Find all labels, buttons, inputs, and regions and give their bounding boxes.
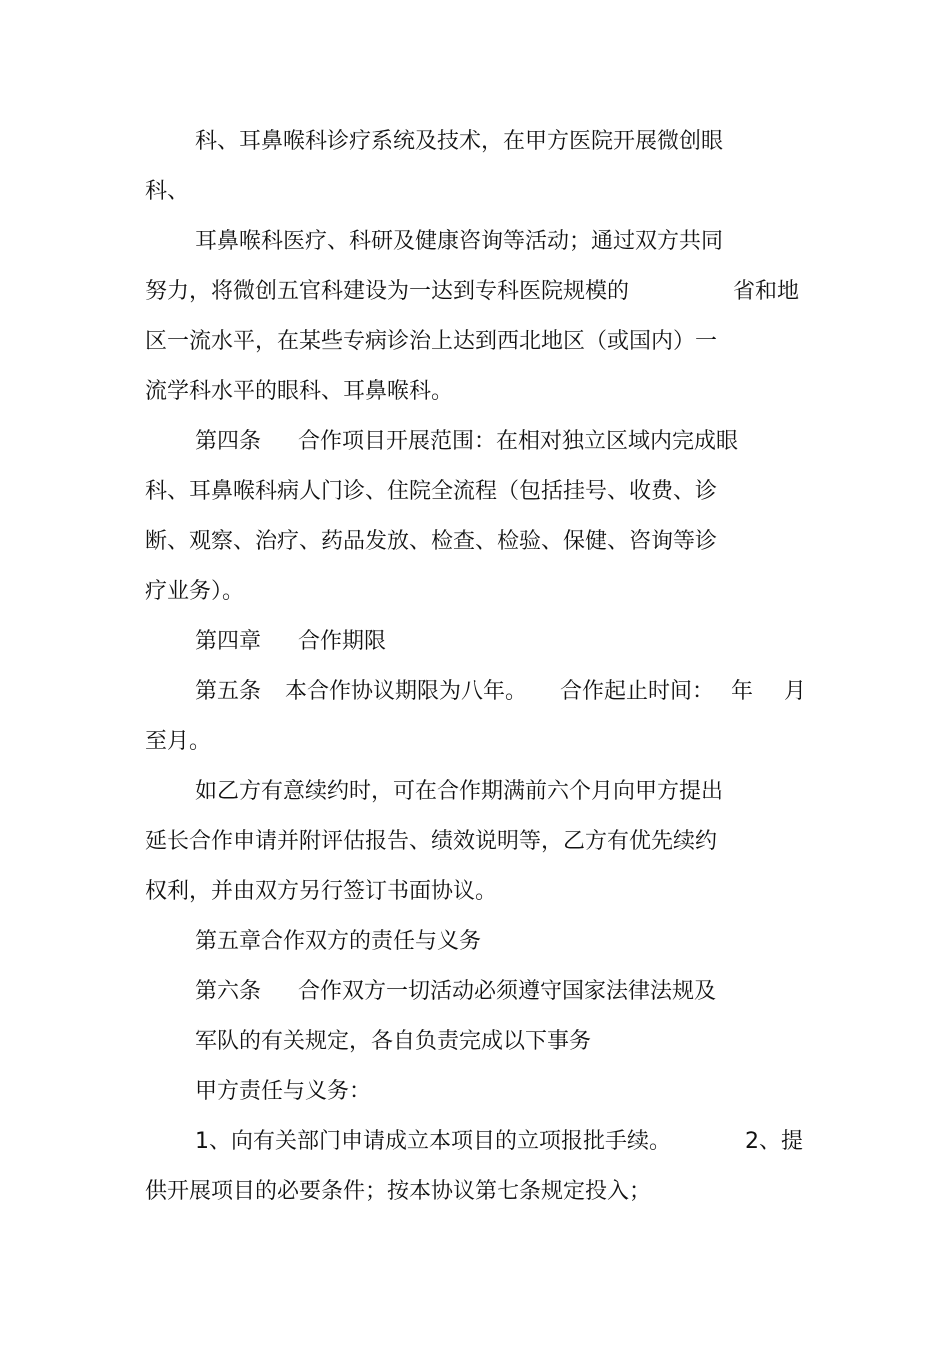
chapter-title: 第五章合作双方的责任与义务 <box>195 929 482 954</box>
text-line: 权利，并由双方另行签订书面协议。 <box>145 879 498 904</box>
text-line: 至月。 <box>145 729 212 754</box>
text-line: 合作双方一切活动必须遵守国家法律法规及 <box>298 979 717 1004</box>
text-line: 科、耳鼻喉科病人门诊、住院全流程（包括挂号、收费、诊 <box>145 479 718 504</box>
text-line: 省和地 <box>733 279 800 304</box>
article-number: 第六条 <box>195 979 262 1004</box>
chapter-title: 合作期限 <box>298 629 387 654</box>
text-line: 如乙方有意续约时，可在合作期满前六个月向甲方提出 <box>195 779 724 804</box>
text-line: 努力，将微创五官科建设为一达到专科医院规模的 <box>145 279 630 304</box>
text-line: 科、 <box>145 179 190 204</box>
text-line: 本合作协议期限为八年。 <box>285 679 528 704</box>
text-line: 疗业务）。 <box>145 579 245 604</box>
text-line: 区一流水平，在某些专病诊治上达到西北地区（或国内）一 <box>145 329 718 354</box>
text-line: 断、观察、治疗、药品发放、检查、检验、保健、咨询等诊 <box>145 529 718 554</box>
text-line: 合作项目开展范围：在相对独立区域内完成眼 <box>298 429 739 454</box>
article-number: 第五条 <box>195 679 262 704</box>
text-line: 1、向有关部门申请成立本项目的立项报批手续。 <box>195 1129 671 1154</box>
chapter-number: 第四章 <box>195 629 262 654</box>
text-line: 科、耳鼻喉科诊疗系统及技术，在甲方医院开展微创眼 <box>195 129 724 154</box>
text-line: 年 <box>731 679 754 704</box>
text-line: 耳鼻喉科医疗、科研及健康咨询等活动；通过双方共同 <box>195 229 724 254</box>
text-line: 流学科水平的眼科、耳鼻喉科。 <box>145 379 454 404</box>
article-number: 第四条 <box>195 429 262 454</box>
text-line: 延长合作申请并附评估报告、绩效说明等，乙方有优先续约 <box>145 829 718 854</box>
text-line: 合作起止时间： <box>560 679 715 704</box>
text-line: 月 <box>784 679 807 704</box>
text-line: 军队的有关规定，各自负责完成以下事务 <box>195 1029 592 1054</box>
text-line: 2、提 <box>745 1129 803 1154</box>
text-line: 供开展项目的必要条件；按本协议第七条规定投入； <box>145 1179 652 1204</box>
section-heading: 甲方责任与义务： <box>195 1079 372 1104</box>
